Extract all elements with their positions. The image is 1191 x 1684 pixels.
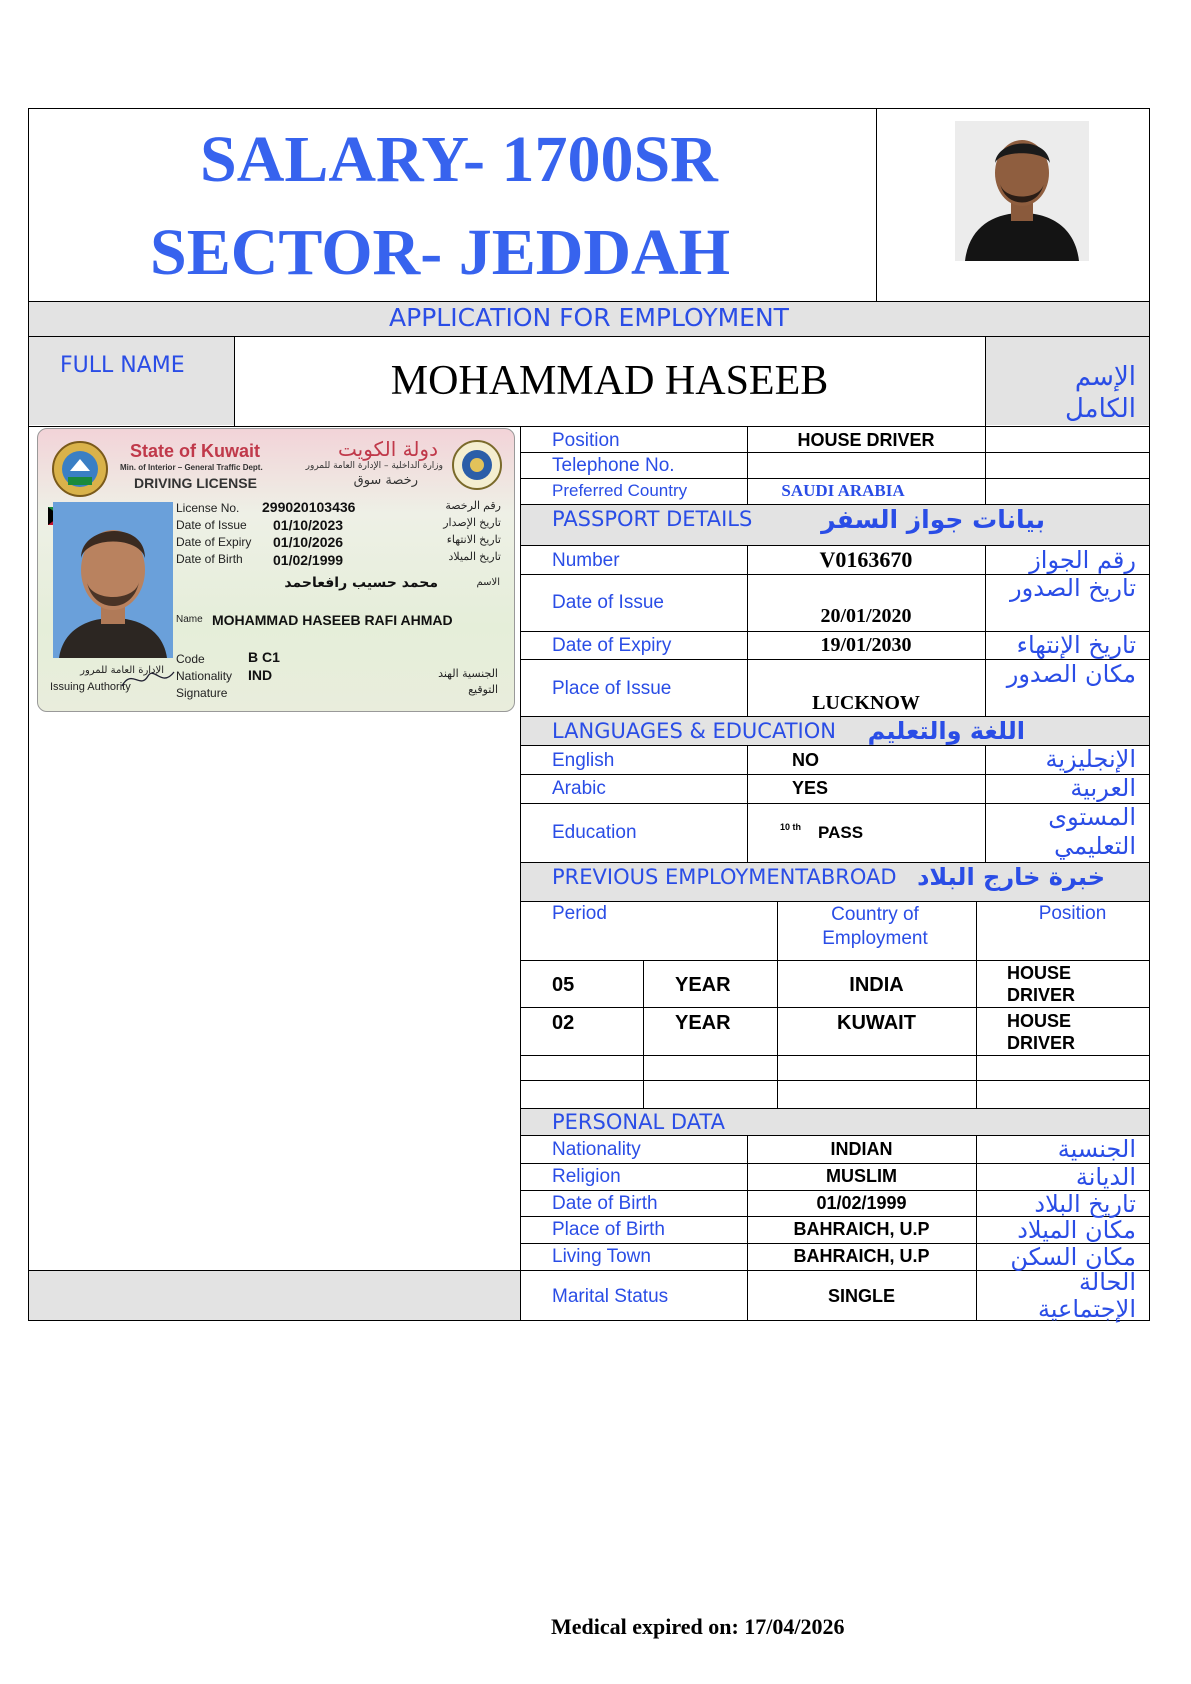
education-value-prefix: 10 th bbox=[780, 822, 802, 832]
arabic-value: YES bbox=[792, 778, 829, 798]
passport-issue-label: Date of Issue bbox=[552, 592, 664, 613]
license-nationality-label: Nationality bbox=[176, 669, 233, 683]
employment-row-2-country: KUWAIT bbox=[837, 1012, 916, 1034]
signature-scribble-icon bbox=[118, 664, 178, 694]
position-value: HOUSE DRIVER bbox=[797, 430, 935, 450]
license-authority-ar: الإدارة العامة للمرور bbox=[80, 665, 164, 676]
license-fields bbox=[176, 499, 511, 577]
license-type-ar: رخصة سوق bbox=[353, 473, 418, 488]
license-authority-en: Issuing Authority bbox=[50, 681, 131, 693]
religion-value: MUSLIM bbox=[826, 1166, 897, 1186]
arabic-label-ar: العربية bbox=[1070, 774, 1136, 802]
religion-label: Religion bbox=[552, 1166, 621, 1187]
header-photo-divider bbox=[876, 108, 877, 301]
passport-place-label-ar: مكان الصدور bbox=[1006, 660, 1136, 688]
pob-label: Place of Birth bbox=[552, 1219, 665, 1240]
employment-row-1-position: HOUSE DRIVER bbox=[1007, 963, 1076, 1005]
passport-number-label-ar: رقم الجواز bbox=[1029, 546, 1136, 574]
arabic-label: Arabic bbox=[552, 778, 606, 799]
gcc-emblem-icon bbox=[451, 439, 503, 491]
marital-status-value: SINGLE bbox=[827, 1286, 895, 1306]
employment-section-title-ar: خبرة خارج البلاد bbox=[917, 863, 1105, 891]
employment-section-title: PREVIOUS EMPLOYMENTABROAD bbox=[552, 865, 897, 889]
full-name-label-ar: الإسم الكامل bbox=[1064, 362, 1136, 424]
nationality-label-ar: الجنسية bbox=[1057, 1135, 1136, 1163]
employment-period-header: Period bbox=[552, 903, 607, 924]
license-code-label: Code bbox=[176, 652, 205, 666]
languages-section-title: LANGUAGES & EDUCATION bbox=[552, 719, 836, 743]
license-dob-value: 01/02/1999 bbox=[273, 552, 344, 568]
full-name-label-cell bbox=[29, 337, 234, 425]
employment-row-2-unit: YEAR bbox=[675, 1012, 731, 1034]
passport-place-value: LUCKNOW bbox=[812, 692, 920, 714]
preferred-country-label: Preferred Country bbox=[552, 481, 688, 500]
marital-status-label-ar: الحالة الإجتماعية bbox=[1037, 1268, 1136, 1323]
license-no-label-ar: رقم الرخصة bbox=[445, 500, 501, 512]
license-signature-label: Signature bbox=[176, 686, 228, 700]
license-code-value: B C1 bbox=[248, 649, 280, 665]
employment-row-2-amount: 02 bbox=[552, 1012, 575, 1034]
employment-row-1-amount: 05 bbox=[552, 974, 575, 996]
license-issue-label: Date of Issue bbox=[176, 518, 247, 532]
salary-heading: SALARY- 1700SR bbox=[200, 123, 718, 196]
passport-number-label: Number bbox=[552, 550, 620, 571]
application-title: APPLICATION FOR EMPLOYMENT bbox=[389, 303, 789, 332]
personal-section-title: PERSONAL DATA bbox=[552, 1110, 725, 1134]
license-expiry-label: Date of Expiry bbox=[176, 535, 252, 549]
english-value: NO bbox=[792, 750, 819, 770]
license-holder-photo bbox=[53, 502, 173, 658]
person-photo-icon bbox=[955, 121, 1089, 261]
kuwait-emblem-icon bbox=[48, 437, 112, 501]
pob-label-ar: مكان الميلاد bbox=[1017, 1216, 1136, 1244]
living-town-value: BAHRAICH, U.P bbox=[793, 1246, 930, 1266]
kuwait-driving-license bbox=[37, 428, 515, 712]
applicant-photo bbox=[955, 121, 1089, 261]
nationality-label: Nationality bbox=[552, 1139, 641, 1160]
preferred-country-value: SAUDI ARABIA bbox=[781, 481, 905, 500]
marital-status-label: Marital Status bbox=[552, 1286, 669, 1307]
sector-heading: SECTOR- JEDDAH bbox=[150, 216, 731, 289]
passport-section-title-ar: بيانات جواز السفر bbox=[821, 505, 1045, 534]
pob-value: BAHRAICH, U.P bbox=[793, 1219, 930, 1239]
education-label: Education bbox=[552, 822, 637, 843]
person-photo-icon bbox=[53, 502, 173, 658]
license-dob-label: Date of Birth bbox=[176, 552, 243, 566]
dob-value: 01/02/1999 bbox=[816, 1193, 907, 1213]
license-expiry-label-ar: تاريخ الانتهاء bbox=[446, 534, 501, 546]
english-label: English bbox=[552, 750, 615, 771]
dob-label-ar: تاريخ البلاد bbox=[1034, 1190, 1136, 1218]
license-nationality-ar: الجنسية الهند bbox=[438, 667, 498, 680]
living-town-label: Living Town bbox=[552, 1246, 651, 1267]
employment-row-1-unit: YEAR bbox=[675, 974, 731, 996]
employment-position-header: Position bbox=[1038, 903, 1107, 924]
license-name-value: MOHAMMAD HASEEB RAFI AHMAD bbox=[212, 612, 453, 628]
employment-row-1-country: INDIA bbox=[849, 974, 904, 996]
passport-issue-label-ar: تاريخ الصدور bbox=[1010, 574, 1136, 602]
passport-issue-value: 20/01/2020 bbox=[820, 605, 912, 627]
living-town-label-ar: مكان السكن bbox=[1010, 1243, 1136, 1271]
license-ministry-en: Min. of Interior – General Traffic Dept. bbox=[120, 463, 263, 472]
license-nationality-value: IND bbox=[248, 667, 273, 683]
education-label-ar: المستوى التعليمي bbox=[1048, 803, 1136, 860]
license-state-ar: دولة الكويت bbox=[338, 437, 438, 461]
license-name-ar: محمد حسيب رافعاحمد bbox=[284, 575, 438, 591]
license-ministry-ar: وزارة الداخلية – الإدارة العامة للمرور bbox=[305, 461, 443, 471]
passport-place-label: Place of Issue bbox=[552, 678, 672, 699]
full-name-label: FULL NAME bbox=[60, 353, 185, 378]
license-dob-label-ar: تاريخ الميلاد bbox=[448, 551, 501, 563]
full-name-value: MOHAMMAD HASEEB bbox=[390, 358, 829, 404]
dob-label: Date of Birth bbox=[552, 1193, 658, 1214]
telephone-label: Telephone No. bbox=[552, 455, 675, 476]
employment-country-header: Country of Employment bbox=[822, 904, 928, 949]
passport-number-value: V0163670 bbox=[819, 547, 913, 572]
license-expiry-value: 01/10/2026 bbox=[273, 534, 344, 550]
position-label: Position bbox=[552, 430, 620, 451]
license-no-label: License No. bbox=[176, 501, 240, 515]
license-no-value: 299020103436 bbox=[262, 499, 356, 515]
marital-left-band bbox=[29, 1271, 520, 1320]
passport-expiry-label-ar: تاريخ الإنتهاء bbox=[1016, 631, 1136, 659]
religion-label-ar: الديانة bbox=[1075, 1163, 1136, 1191]
license-issue-value: 01/10/2023 bbox=[273, 517, 344, 533]
license-name-label: Name bbox=[176, 614, 203, 625]
passport-expiry-value: 19/01/2030 bbox=[820, 634, 912, 656]
license-signature-ar: التوقيع bbox=[468, 683, 498, 696]
license-type-en: DRIVING LICENSE bbox=[134, 475, 257, 491]
languages-section-title-ar: اللغة والتعليم bbox=[867, 717, 1025, 745]
license-state-en: State of Kuwait bbox=[130, 441, 261, 461]
license-name-ar-label: الاسم bbox=[476, 577, 500, 588]
passport-section-title: PASSPORT DETAILS bbox=[552, 507, 753, 531]
education-value: PASS bbox=[818, 823, 864, 842]
nationality-value: INDIAN bbox=[830, 1139, 893, 1159]
license-issue-label-ar: تاريخ الإصدار bbox=[443, 517, 501, 529]
employment-row-2-position: HOUSE DRIVER bbox=[1007, 1011, 1076, 1053]
medical-expiry-note: Medical expired on: 17/04/2026 bbox=[551, 1614, 845, 1639]
passport-expiry-label: Date of Expiry bbox=[552, 635, 672, 656]
english-label-ar: الإنجليزية bbox=[1045, 745, 1136, 773]
